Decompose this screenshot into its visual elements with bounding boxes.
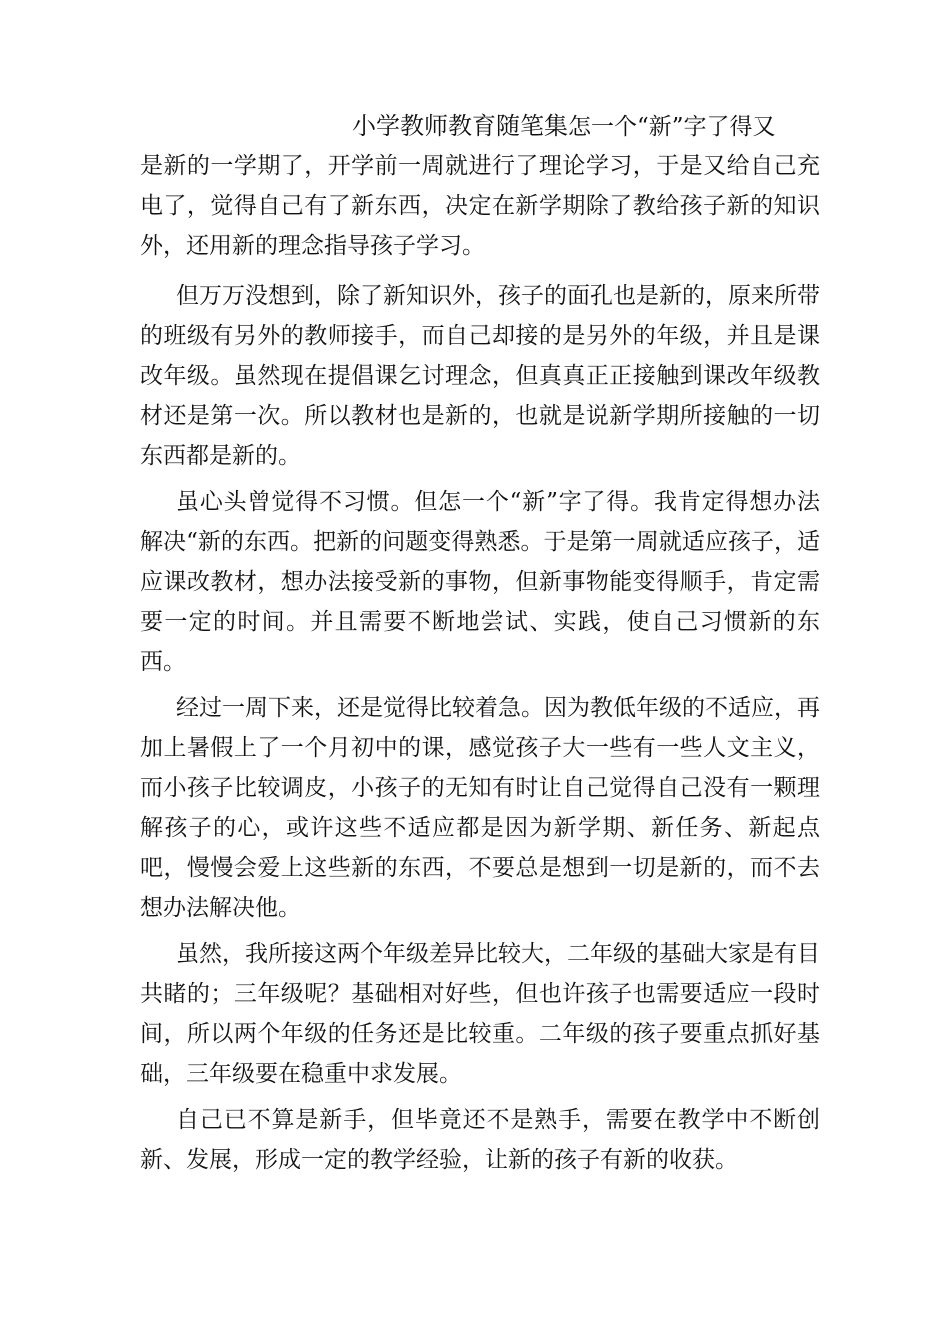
paragraph-3: 虽心头曾觉得不习惯。但怎一个“新”字了得。我肯定得想办法解决“新的东西。把新的问题变得熟悉。于是第一周就适应孩子，适应课改教材，想办法接受新的事物，但新事物能变得顺手，肯定需要一定的时间。并且需要不断地尝试、实践，使自己习惯新的东西。 [140,489,820,675]
title-line-tail: 怎一个“新”字了得又 [568,114,776,140]
paragraph-5: 虽然，我所接这两个年级差异比较大，二年级的基础大家是有目共睹的；三年级呢？基础相对好些，但也许孩子也需要适应一段时间，所以两个年级的任务还是比较重。二年级的孩子要重点抓好基础，三年级要在稳重中求发展。 [140,941,820,1087]
paragraph-2: 但万万没想到，除了新知识外，孩子的面孔也是新的，原来所带的班级有另外的教师接手，而自己却接的是另外的年级，并且是课改年级。虽然现在提倡课乞讨理念，但真真正正接触到课改年级教材还是第一次。所以教材也是新的，也就是说新学期所接触的一切东西都是新的。 [140,283,820,469]
paragraph-1: 是新的一学期了，开学前一周就进行了理论学习，于是又给自己充电了，觉得自己有了新东西，决定在新学期除了教给孩子新的知识外，还用新的理念指导孩子学习。 [140,153,820,259]
title-line [140,106,820,146]
document-title: 小学教师教育随笔集 [352,112,568,140]
paragraph-4: 经过一周下来，还是觉得比较着急。因为教低年级的不适应，再加上暑假上了一个月初中的课，感觉孩子大一些有一些人文主义，而小孩子比较调皮，小孩子的无知有时让自己觉得自己没有一颗理解孩子的心，或许这些不适应都是因为新学期、新任务、新起点吧，慢慢会爱上这些新的东西，不要总是想到一切是新的，而不去想办法解决他。 [140,695,820,921]
document-page [140,106,820,1186]
paragraph-6: 自己已不算是新手，但毕竟还不是熟手，需要在教学中不断创新、发展，形成一定的教学经验，让新的孩子有新的收获。 [140,1107,820,1173]
